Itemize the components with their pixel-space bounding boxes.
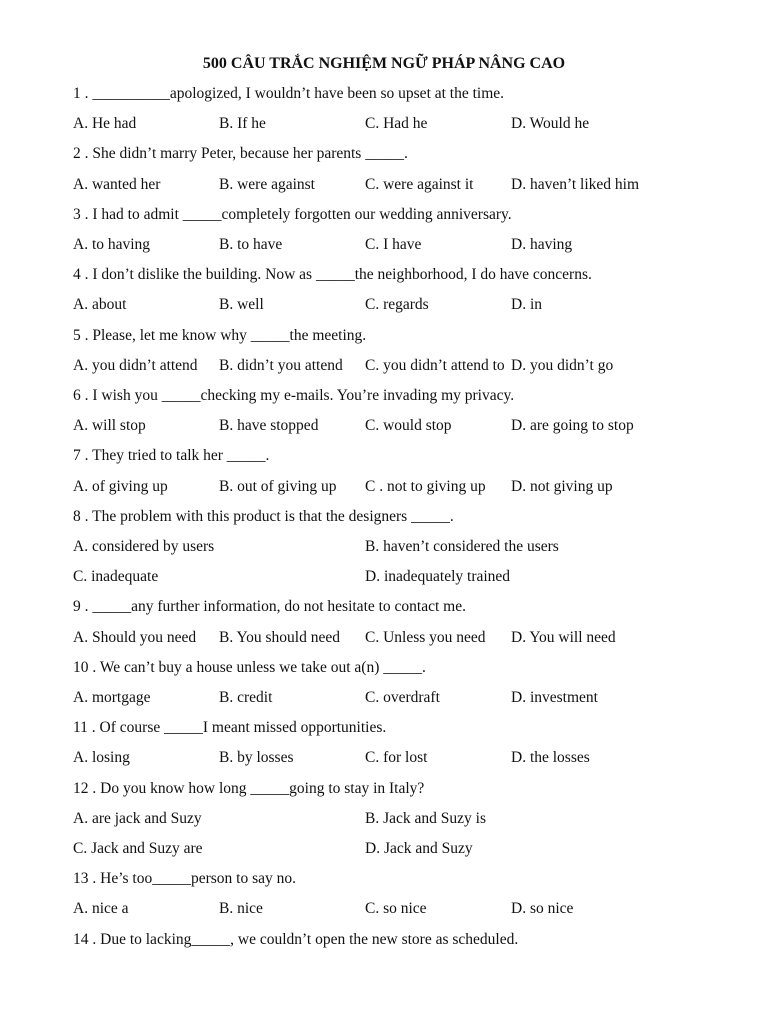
answer-option: B. didn’t you attend <box>219 357 343 374</box>
answer-option: A. considered by users <box>73 538 215 555</box>
question-text: 9 . _____any further information, do not hesitate to contact me. <box>73 598 466 615</box>
question-text: 3 . I had to admit _____completely forgotten our wedding anniversary. <box>73 206 512 223</box>
answer-option: C . not to giving up <box>365 478 486 495</box>
answer-option: B. to have <box>219 236 283 253</box>
answer-option: D. inadequately trained <box>365 568 511 585</box>
answer-option: B. If he <box>219 115 266 132</box>
answer-option: A. about <box>73 296 127 313</box>
answer-option: C. were against it <box>365 176 474 193</box>
answer-option: D. investment <box>511 689 598 706</box>
answer-option: C. would stop <box>365 417 452 434</box>
answer-option: C. regards <box>365 296 429 313</box>
answer-option: C. inadequate <box>73 568 159 585</box>
question-text: 14 . Due to lacking_____, we couldn’t open the new store as scheduled. <box>73 931 519 948</box>
answer-option: D. you didn’t go <box>511 357 614 374</box>
answer-option: C. Jack and Suzy are <box>73 840 203 857</box>
answer-option: D. You will need <box>511 629 616 646</box>
answer-option: D. so nice <box>511 900 574 917</box>
question-text: 6 . I wish you _____checking my e-mails. You’re invading my privacy. <box>73 387 515 404</box>
question-text: 8 . The problem with this product is that the designers _____. <box>73 508 454 525</box>
answer-option: C. I have <box>365 236 422 253</box>
answer-option: A. are jack and Suzy <box>73 810 202 827</box>
answer-option: B. were against <box>219 176 315 193</box>
answer-option: B. You should need <box>219 629 341 646</box>
question-text: 7 . They tried to talk her _____. <box>73 447 270 464</box>
answer-option: D. haven’t liked him <box>511 176 639 193</box>
answer-option: D. are going to stop <box>511 417 634 434</box>
answer-option: B. Jack and Suzy is <box>365 810 486 827</box>
question-text: 2 . She didn’t marry Peter, because her parents _____. <box>73 145 408 162</box>
question-text: 4 . I don’t dislike the building. Now as _____the neighborhood, I do have concerns. <box>73 266 592 283</box>
answer-option: C. overdraft <box>365 689 440 706</box>
answer-option: D. in <box>511 296 542 313</box>
answer-option: A. mortgage <box>73 689 151 706</box>
question-text: 5 . Please, let me know why _____the meeting. <box>73 327 367 344</box>
answer-option: A. Should you need <box>73 629 197 646</box>
answer-option: A. nice a <box>73 900 129 917</box>
answer-option: D. not giving up <box>511 478 613 495</box>
answer-option: B. out of giving up <box>219 478 337 495</box>
question-text: 13 . He’s too_____person to say no. <box>73 870 297 887</box>
page-title: 500 CÂU TRẮC NGHIỆM NGỮ PHÁP NÂNG CAO <box>202 55 566 72</box>
answer-option: B. haven’t considered the users <box>365 538 559 555</box>
answer-option: A. to having <box>73 236 151 253</box>
answer-option: A. He had <box>73 115 137 132</box>
answer-option: B. have stopped <box>219 417 319 434</box>
question-text: 10 . We can’t buy a house unless we take out a(n) _____. <box>73 659 426 676</box>
answer-option: B. credit <box>219 689 273 706</box>
answer-option: D. the losses <box>511 749 590 766</box>
answer-option: B. nice <box>219 900 263 917</box>
answer-option: C. Unless you need <box>365 629 486 646</box>
answer-option: C. for lost <box>365 749 428 766</box>
answer-option: D. Jack and Suzy <box>365 840 473 857</box>
answer-option: A. will stop <box>73 417 146 434</box>
answer-option: D. having <box>511 236 573 253</box>
question-text: 1 . __________apologized, I wouldn’t have been so upset at the time. <box>73 85 505 102</box>
answer-option: C. you didn’t attend to <box>365 357 505 374</box>
answer-option: A. wanted her <box>73 176 161 193</box>
answer-option: B. by losses <box>219 749 294 766</box>
answer-option: C. Had he <box>365 115 428 132</box>
question-text: 11 . Of course _____I meant missed opportunities. <box>73 719 387 736</box>
answer-option: B. well <box>219 296 264 313</box>
answer-option: A. losing <box>73 749 130 766</box>
question-text: 12 . Do you know how long _____going to stay in Italy? <box>73 780 425 797</box>
answer-option: A. you didn’t attend <box>73 357 198 374</box>
answer-option: A. of giving up <box>73 478 168 495</box>
answer-option: D. Would he <box>511 115 590 132</box>
answer-option: C. so nice <box>365 900 427 917</box>
